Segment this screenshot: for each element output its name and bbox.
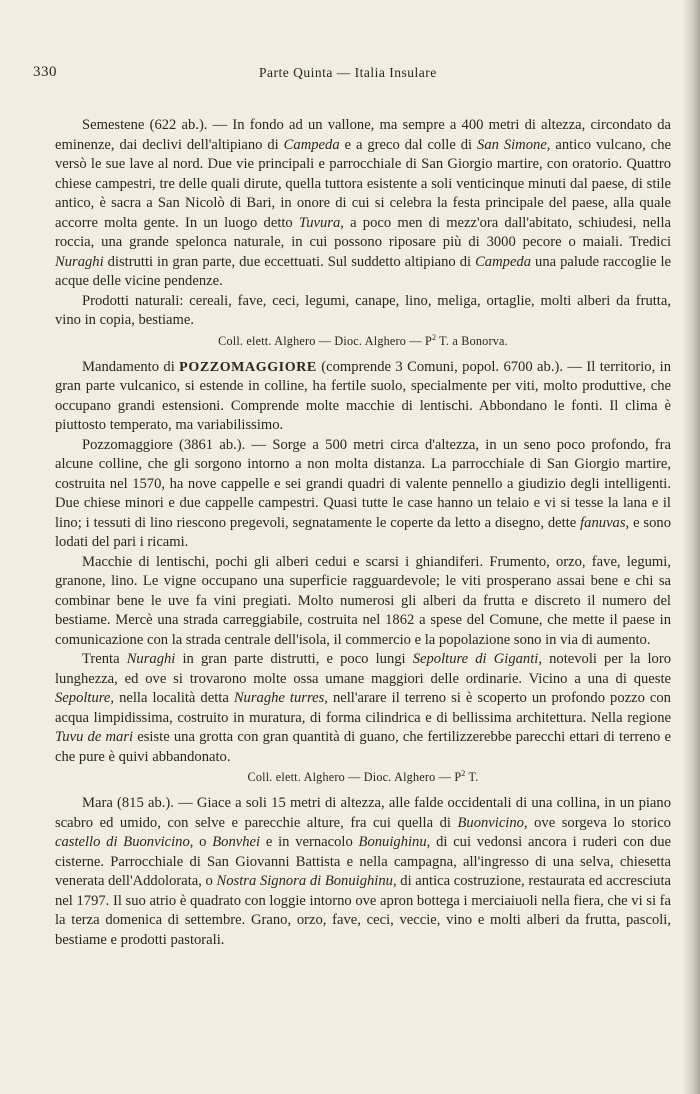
caption-semestene: Coll. elett. Alghero — Dioc. Alghero — $P^2$ T. a Bonorva. xyxy=(218,332,508,348)
paragraph-pozzomaggiore-description: Pozzomaggiore (3861 ab.). — Sorge a 500 metri circa d'altezza, in un seno poco profondo, fra alcune colline, che gli sorgono intorno a non molta distanza. La parrocchiale di San Giorgio martire, costruita nel 1570, ha nove cappelle e sei grandi quadri di valente pennello a giudizio degli intelligenti. Due chiese minori e due cappelle campestri. Quasi tutte le case hanno un telaio e vi si tesse la lana e il lino; i tessuti di lino riescono pregevoli, segnatamente le coperte da letto a disegno, dette fanuvas, e sono lodati del pari i ricami. xyxy=(55,436,671,550)
paragraph-semestene-description: Semestene (622 ab.). — In fondo ad un vallone, ma sempre a 400 metri di altezza, circondato da eminenze, dai declivi dell'altipiano di Campeda e a greco dal colle di San Simone, antico vulcano, che versò le sue lave al nord. Due vie principali e parrocchiale di San Giorgio martire, con oratorio. Quattro chiese campestri, tre delle quali dirute, quella tuttora esistente a soli venticinque minuti dal paese, di stile antico, è sacra a San Nicolò di Bari, in onore di cui si celebra la festa principale del paese, alla quale accorre molta gente. In un luogo detto Tuvura, a poco men di mezz'ora dall'abitato, schiudesi, nella roccia, una grande spelonca naturale, in cui possono riposare più di 3000 pecore o maiali. Tredici Nuraghi distrutti in gran parte, due eccettuati. Sul suddetto altipiano di Campeda una palude raccoglie le acque delle vicine pendenze. xyxy=(55,117,672,289)
page-header xyxy=(33,64,653,86)
running-head: Parte Quinta — Italia Insulare xyxy=(259,65,437,80)
paragraph-mara-description: Mara (815 ab.). — Giace a soli 15 metri di altezza, alle falde occidentali di una collina, in un piano scabro ed umido, con selve e parecchie alture, fra cui quella di Buonvicino, ove sorgeva lo storico castello di Buonvicino, o Bonvhei e in vernacolo Bonuighinu, di cui vedonsi ancora i ruderi con due cisterne. Parrocchiale di San Giovanni Battista e nella campagna, all'ingresso di una selva, chiesetta venerata dell'Addolorata, o Nostra Signora di Bonuighinu, di antica costruzione, restaurata ed accresciuta nel 1797. Il suo atrio è quadrato con loggie intorno ove apron bottega i merciaiuoli nella fiera, che vi si fa la terza domenica di settembre. Grano, orzo, fave, ceci, veccie, vino e molti alberi da frutta, pascoli, bestiame e prodotti pastorali. xyxy=(55,795,671,948)
page-edge-shadow xyxy=(682,0,700,1094)
paragraph-pozzomaggiore-nuraghi: Trenta Nuraghi in gran parte distrutti, e poco lungi Sepolture di Giganti, notevoli per la loro lunghezza, ed ove si trovarono molte ossa umane maggiori delle ordinarie. Vicino a una di queste Sepolture, nella località detta Nuraghe turres, nell'arare il terreno si è scoperto un profondo pozzo con acqua limpidissima, costruito in muratura, di forma cilindrica e di bellissima architettura. Nella regione Tuvu de mari esiste una grotta con gran quantità di guano, che fertilizzerebbe parecchi ettari di terreno e che pure è quivi abbandonato. xyxy=(55,651,671,765)
mandamento-name: POZZOMAGGIORE xyxy=(179,359,317,375)
page-number: 330 xyxy=(33,64,57,80)
caption-pozzomaggiore: Coll. elett. Alghero — Dioc. Alghero — $P^2$ T. xyxy=(247,768,479,784)
paragraph-mandamento-pozzomaggiore: Mandamento di POZZOMAGGIORE (comprende 3 Comuni, popol. 6700 ab.). — Il territorio, in gran parte vulcanico, si estende in colline, ha fertile suolo, specialmente per viti, molto produttive, che occupano grandi estensioni. Comprende molte macchie di lentischi. Abbondano le fonti. Il clima è piuttosto temperato, ma variabilissimo. xyxy=(55,358,671,433)
paragraph-semestene-products: Prodotti naturali: cereali, fave, ceci, legumi, canape, lino, meliga, ortaglie, molti alberi da frutta, vino in copia, bestiame. xyxy=(55,292,671,328)
page-body xyxy=(55,116,671,950)
paragraph-pozzomaggiore-products: Macchie di lentischi, pochi gli alberi cedui e scarsi i ghiandiferi. Frumento, orzo, fave, legumi, granone, lino. Le vigne occupano una superficie ragguardevole; le viti prosperano assai bene e chi sa combinar bene le uve fa vini pregiati. Molto numerosi gli alberi da frutta e discreto il numero del bestiame. Mercè una strada carreggiabile, costruita nel 1862 a spese del Comune, che mette il paese in comunicazione con la strada centrale dell'isola, il commercio e la popolazione sono in via di aumento. xyxy=(55,553,671,648)
